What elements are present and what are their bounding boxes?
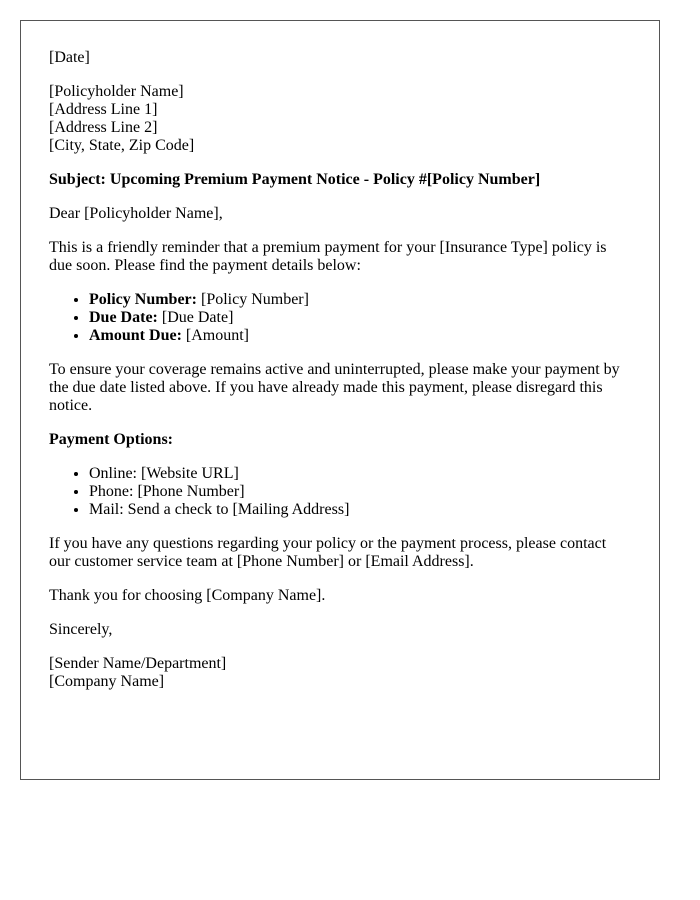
payment-options-heading: Payment Options: xyxy=(49,431,173,448)
payment-option-mail: • Mail: Send a check to [Mailing Address] xyxy=(89,501,631,519)
letter-page xyxy=(20,20,660,780)
detail-due-date xyxy=(89,309,631,327)
coverage-paragraph: To ensure your coverage remains active and uninterrupted, please make your payment by the due date listed above. If you have already made this payment, please disregard this notice. xyxy=(49,361,620,414)
closing-line: Sincerely, xyxy=(49,621,113,638)
thanks-line: Thank you for choosing [Company Name]. xyxy=(49,587,326,604)
signature-company: [Company Name] xyxy=(49,673,165,690)
signature-block xyxy=(49,655,631,691)
recipient-city-state-zip: [City, State, Zip Code] xyxy=(49,137,195,154)
letter-date: [Date] xyxy=(49,49,90,66)
detail-value: [Due Date] xyxy=(157,309,234,326)
detail-amount-due xyxy=(89,327,631,345)
signature-sender: [Sender Name/Department] xyxy=(49,655,227,672)
intro-paragraph: This is a friendly reminder that a premium payment for your [Insurance Type] policy is due soon. Please find the payment details below: xyxy=(49,239,607,274)
detail-value: [Amount] xyxy=(181,327,249,344)
letter-greeting: Dear [Policyholder Name], xyxy=(49,205,223,222)
payment-option-phone: • Phone: [Phone Number] xyxy=(89,483,631,501)
payment-details-list xyxy=(49,291,631,345)
detail-label: Amount Due: xyxy=(89,327,182,344)
detail-label: Due Date: xyxy=(89,309,158,326)
detail-label: Policy Number: xyxy=(89,291,197,308)
payment-options-list xyxy=(49,465,631,519)
payment-option-online: • Online: [Website URL] xyxy=(89,465,631,483)
recipient-address-line2: [Address Line 2] xyxy=(49,119,158,136)
recipient-address-line1: [Address Line 1] xyxy=(49,101,158,118)
detail-policy-number xyxy=(89,291,631,309)
detail-value: [Policy Number] xyxy=(196,291,309,308)
letter-subject: Subject: Upcoming Premium Payment Notice - Policy #[Policy Number] xyxy=(49,171,541,188)
questions-paragraph: If you have any questions regarding your policy or the payment process, please contact our customer service team at [Phone Number] or [Email Address]. xyxy=(49,535,607,570)
recipient-name: [Policyholder Name] xyxy=(49,83,184,100)
recipient-address xyxy=(49,83,631,155)
